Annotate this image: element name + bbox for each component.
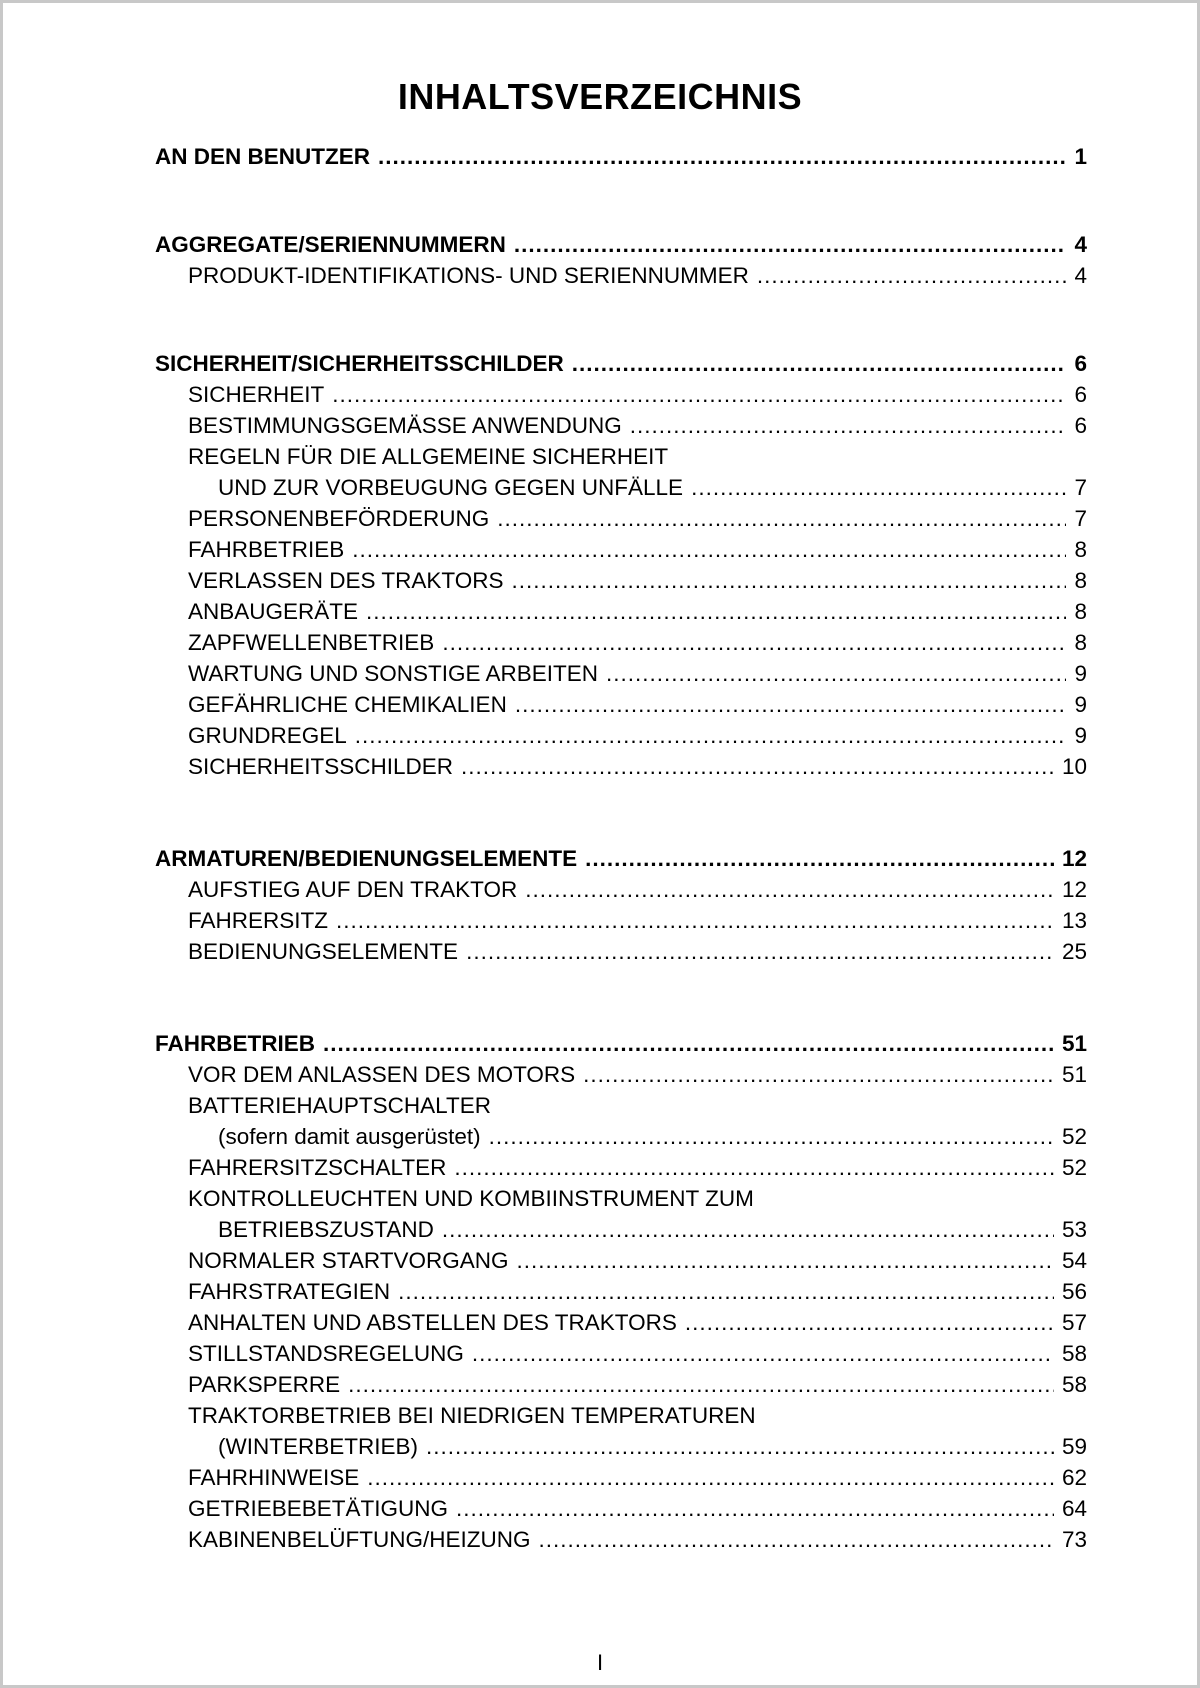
toc-entry-continuation — [155, 472, 1087, 503]
entry-title: BATTERIEHAUPTSCHALTER — [188, 1093, 491, 1118]
entry-page-number: 59 — [1061, 1434, 1087, 1459]
dot-leader — [332, 379, 1066, 410]
entry-title: ANHALTEN UND ABSTELLEN DES TRAKTORS — [188, 1310, 677, 1335]
dot-leader — [516, 1245, 1054, 1276]
entry-title: BESTIMMUNGSGEMÄSSE ANWENDUNG — [188, 413, 622, 438]
toc-entry — [155, 441, 1087, 472]
toc-section-heading — [155, 141, 1087, 172]
dot-leader — [572, 348, 1067, 379]
entry-page-number: 6 — [1074, 382, 1087, 407]
entry-page-number: 4 — [1074, 263, 1087, 288]
toc-section-heading — [155, 1028, 1087, 1059]
dot-leader — [691, 472, 1066, 503]
entry-page-number: 51 — [1061, 1062, 1087, 1087]
entry-title: KABINENBELÜFTUNG/HEIZUNG — [188, 1527, 531, 1552]
entry-page-number: 1 — [1074, 144, 1087, 169]
toc-entry — [155, 260, 1087, 291]
entry-page-number: 9 — [1074, 661, 1087, 686]
entry-title: AUFSTIEG AUF DEN TRAKTOR — [188, 877, 518, 902]
table-of-contents — [155, 141, 1087, 1555]
entry-title: ANBAUGERÄTE — [188, 599, 359, 624]
entry-title: SICHERHEIT — [188, 382, 325, 407]
toc-section — [155, 229, 1087, 291]
entry-page-number: 58 — [1061, 1341, 1087, 1366]
entry-page-number: 8 — [1074, 630, 1087, 655]
dot-leader — [348, 1369, 1054, 1400]
dot-leader — [583, 1059, 1054, 1090]
entry-title: VOR DEM ANLASSEN DES MOTORS — [188, 1062, 576, 1087]
toc-entry-continuation — [155, 1121, 1087, 1152]
entry-page-number: 12 — [1061, 877, 1087, 902]
toc-entry — [155, 503, 1087, 534]
dot-leader — [685, 1307, 1054, 1338]
toc-section — [155, 1028, 1087, 1555]
toc-entry — [155, 534, 1087, 565]
entry-title: VERLASSEN DES TRAKTORS — [188, 568, 504, 593]
entry-title: FAHRERSITZSCHALTER — [188, 1155, 447, 1180]
dot-leader — [466, 936, 1054, 967]
entry-page-number: 64 — [1061, 1496, 1087, 1521]
entry-page-number: 6 — [1074, 351, 1087, 376]
entry-page-number: 52 — [1061, 1155, 1087, 1180]
dot-leader — [398, 1276, 1054, 1307]
entry-title: STILLSTANDSREGELUNG — [188, 1341, 464, 1366]
toc-entry — [155, 627, 1087, 658]
entry-page-number: 8 — [1074, 599, 1087, 624]
entry-title: ZAPFWELLENBETRIEB — [188, 630, 435, 655]
entry-page-number: 12 — [1061, 846, 1087, 871]
dot-leader — [525, 874, 1054, 905]
entry-page-number: 10 — [1061, 754, 1087, 779]
entry-page-number: 25 — [1061, 939, 1087, 964]
dot-leader — [355, 720, 1067, 751]
entry-title: (WINTERBETRIEB) — [218, 1434, 418, 1459]
toc-section — [155, 843, 1087, 967]
entry-title: ARMATUREN/BEDIENUNGSELEMENTE — [155, 846, 578, 871]
entry-title: FAHRSTRATEGIEN — [188, 1279, 391, 1304]
entry-page-number: 62 — [1061, 1465, 1087, 1490]
toc-entry — [155, 874, 1087, 905]
entry-page-number: 9 — [1074, 723, 1087, 748]
entry-page-number: 51 — [1061, 1031, 1087, 1056]
toc-entry-continuation — [155, 1431, 1087, 1462]
toc-entry — [155, 1524, 1087, 1555]
entry-title: FAHRERSITZ — [188, 908, 329, 933]
toc-entry — [155, 1152, 1087, 1183]
toc-entry — [155, 1183, 1087, 1214]
entry-title: WARTUNG UND SONSTIGE ARBEITEN — [188, 661, 599, 686]
page-title: INHALTSVERZEICHNIS — [397, 76, 803, 117]
toc-section — [155, 141, 1087, 172]
entry-title: PRODUKT-IDENTIFIKATIONS- UND SERIENNUMMER — [188, 263, 749, 288]
toc-entry — [155, 751, 1087, 782]
toc-entry — [155, 1090, 1087, 1121]
entry-title: REGELN FÜR DIE ALLGEMEINE SICHERHEIT — [188, 444, 669, 469]
entry-title: FAHRBETRIEB — [188, 537, 345, 562]
entry-title: GETRIEBEBETÄTIGUNG — [188, 1496, 449, 1521]
page-number-footer: I — [596, 1650, 604, 1675]
toc-section-heading — [155, 348, 1087, 379]
entry-title: NORMALER STARTVORGANG — [188, 1248, 509, 1273]
toc-entry — [155, 1400, 1087, 1431]
dot-leader — [489, 1121, 1054, 1152]
toc-entry — [155, 1493, 1087, 1524]
dot-leader — [456, 1493, 1054, 1524]
toc-entry-continuation — [155, 1214, 1087, 1245]
toc-entry — [155, 720, 1087, 751]
dot-leader — [426, 1431, 1054, 1462]
entry-title: PARKSPERRE — [188, 1372, 341, 1397]
dot-leader — [378, 141, 1066, 172]
toc-entry — [155, 689, 1087, 720]
dot-leader — [323, 1028, 1054, 1059]
dot-leader — [352, 534, 1066, 565]
toc-entry — [155, 1245, 1087, 1276]
toc-entry — [155, 905, 1087, 936]
entry-title: UND ZUR VORBEUGUNG GEGEN UNFÄLLE — [218, 475, 684, 500]
dot-leader — [757, 260, 1067, 291]
entry-title: FAHRHINWEISE — [188, 1465, 360, 1490]
dot-leader — [461, 751, 1054, 782]
toc-entry — [155, 565, 1087, 596]
entry-page-number: 8 — [1074, 568, 1087, 593]
toc-section-heading — [155, 229, 1087, 260]
toc-entry — [155, 410, 1087, 441]
entry-page-number: 58 — [1061, 1372, 1087, 1397]
entry-title: GRUNDREGEL — [188, 723, 347, 748]
toc-entry — [155, 1307, 1087, 1338]
entry-page-number: 8 — [1074, 537, 1087, 562]
dot-leader — [512, 565, 1067, 596]
dot-leader — [514, 229, 1067, 260]
dot-leader — [336, 905, 1054, 936]
toc-entry — [155, 1059, 1087, 1090]
entry-title: FAHRBETRIEB — [155, 1031, 316, 1056]
dot-leader — [442, 627, 1066, 658]
dot-leader — [539, 1524, 1054, 1555]
entry-page-number: 57 — [1061, 1310, 1087, 1335]
toc-entry — [155, 596, 1087, 627]
entry-page-number: 73 — [1061, 1527, 1087, 1552]
dot-leader — [454, 1152, 1054, 1183]
entry-title: SICHERHEITSSCHILDER — [188, 754, 454, 779]
toc-entry — [155, 1369, 1087, 1400]
entry-page-number: 54 — [1061, 1248, 1087, 1273]
toc-entry — [155, 658, 1087, 689]
entry-title: BEDIENUNGSELEMENTE — [188, 939, 459, 964]
entry-title: BETRIEBSZUSTAND — [218, 1217, 434, 1242]
toc-entry — [155, 379, 1087, 410]
entry-page-number: 7 — [1074, 475, 1087, 500]
entry-page-number: 53 — [1061, 1217, 1087, 1242]
entry-page-number: 6 — [1074, 413, 1087, 438]
entry-page-number: 56 — [1061, 1279, 1087, 1304]
entry-title: PERSONENBEFÖRDERUNG — [188, 506, 490, 531]
toc-entry — [155, 1462, 1087, 1493]
entry-title: SICHERHEIT/SICHERHEITSSCHILDER — [155, 351, 564, 376]
entry-page-number: 13 — [1061, 908, 1087, 933]
entry-title: GEFÄHRLICHE CHEMIKALIEN — [188, 692, 507, 717]
entry-title: AN DEN BENUTZER — [155, 144, 371, 169]
entry-title: AGGREGATE/SERIENNUMMERN — [155, 232, 506, 257]
toc-entry — [155, 1276, 1087, 1307]
dot-leader — [366, 596, 1066, 627]
dot-leader — [472, 1338, 1054, 1369]
toc-section — [155, 348, 1087, 782]
toc-section-heading — [155, 843, 1087, 874]
dot-leader — [497, 503, 1066, 534]
entry-page-number: 52 — [1061, 1124, 1087, 1149]
entry-title: TRAKTORBETRIEB BEI NIEDRIGEN TEMPERATUREN — [188, 1403, 756, 1428]
dot-leader — [585, 843, 1054, 874]
entry-page-number: 9 — [1074, 692, 1087, 717]
entry-page-number: 4 — [1074, 232, 1087, 257]
entry-title: (sofern damit ausgerüstet) — [218, 1124, 481, 1149]
dot-leader — [442, 1214, 1054, 1245]
dot-leader — [367, 1462, 1054, 1493]
dot-leader — [606, 658, 1066, 689]
toc-entry — [155, 1338, 1087, 1369]
dot-leader — [630, 410, 1067, 441]
dot-leader — [515, 689, 1067, 720]
toc-entry — [155, 936, 1087, 967]
entry-title: KONTROLLEUCHTEN UND KOMBIINSTRUMENT ZUM — [188, 1186, 754, 1211]
entry-page-number: 7 — [1074, 506, 1087, 531]
